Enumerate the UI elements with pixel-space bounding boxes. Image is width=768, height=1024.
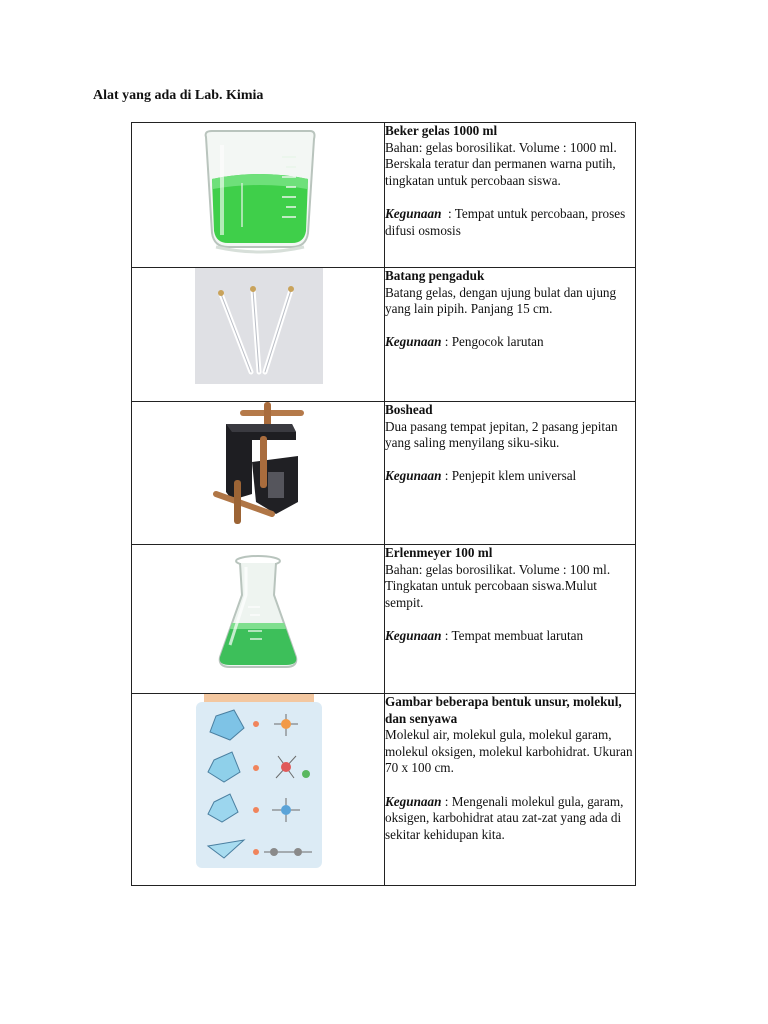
item-name: Beker gelas 1000 ml (385, 123, 498, 138)
table-row (132, 402, 636, 545)
item-use-text: Tempat untuk percobaan, proses difusi osmosis (385, 205, 626, 238)
stirring-rod-icon (195, 268, 323, 384)
description-cell (385, 694, 636, 886)
item-name: Boshead (385, 402, 433, 417)
item-use: Kegunaan : Penjepit klem universal (385, 468, 577, 484)
image-cell (132, 402, 385, 545)
item-description: Bahan: gelas borosilikat. Volume : 1000 ml. Berskala teratur dan permanen warna putih, tingkatan untuk percobaan siswa. (385, 139, 617, 188)
description-cell (385, 402, 636, 545)
item-name: Batang pengaduk (385, 268, 485, 283)
table-row (132, 694, 636, 886)
image-cell (132, 545, 385, 694)
item-name: Erlenmeyer 100 ml (385, 545, 493, 560)
use-label: Kegunaan (385, 793, 442, 809)
item-use-text: Mengenali molekul gula, garam, oksigen, karbohidrat atau zat-zat yang ada di sekitar kehidupan kita. (385, 793, 624, 842)
table-row (132, 123, 636, 268)
item-name: Gambar beberapa bentuk unsur, molekul, dan senyawa (385, 694, 622, 726)
description-cell (385, 268, 636, 402)
use-label: Kegunaan (385, 627, 442, 643)
boss-head-clamp-icon (212, 402, 308, 530)
image-cell (132, 268, 385, 402)
item-description: Molekul air, molekul gula, molekul garam, molekul oksigen, molekul karbohidrat. Ukuran 70 x 100 cm. (385, 727, 633, 776)
item-use-text: Penjepit klem universal (451, 468, 577, 484)
table-row (132, 268, 636, 402)
item-description: Bahan: gelas borosilikat. Volume : 100 ml. Tingkatan untuk percobaan siswa.Mulut sempit. (385, 561, 611, 610)
item-description: Batang gelas, dengan ujung bulat dan ujung yang lain pipih. Panjang 15 cm. (385, 284, 617, 317)
image-cell (132, 123, 385, 268)
description-cell (385, 545, 636, 694)
item-use-text: Pengocok larutan (451, 334, 544, 350)
item-use: Kegunaan : Tempat membuat larutan (385, 627, 584, 643)
page-heading: Alat yang ada di Lab. Kimia (93, 88, 264, 103)
item-use: Kegunaan : Tempat untuk percobaan, proses difusi osmosis (385, 205, 626, 238)
use-label: Kegunaan (385, 334, 442, 350)
description-cell (385, 123, 636, 268)
molecule-chart-icon (194, 694, 324, 870)
beaker-icon (186, 123, 332, 263)
use-label: Kegunaan (385, 205, 442, 221)
use-label: Kegunaan (385, 468, 442, 484)
item-use: Kegunaan : Mengenali molekul gula, garam, oksigen, karbohidrat atau zat-zat yang ada di sekitar kehidupan kita. (385, 793, 624, 842)
erlenmeyer-flask-icon (210, 545, 306, 675)
table-row (132, 545, 636, 694)
item-description: Dua pasang tempat jepitan, 2 pasang jepitan yang saling menyilang siku-siku. (385, 418, 618, 451)
image-cell (132, 694, 385, 886)
lab-equipment-table (131, 122, 636, 886)
item-use: Kegunaan : Pengocok larutan (385, 334, 544, 350)
item-use-text: Tempat membuat larutan (451, 627, 584, 643)
